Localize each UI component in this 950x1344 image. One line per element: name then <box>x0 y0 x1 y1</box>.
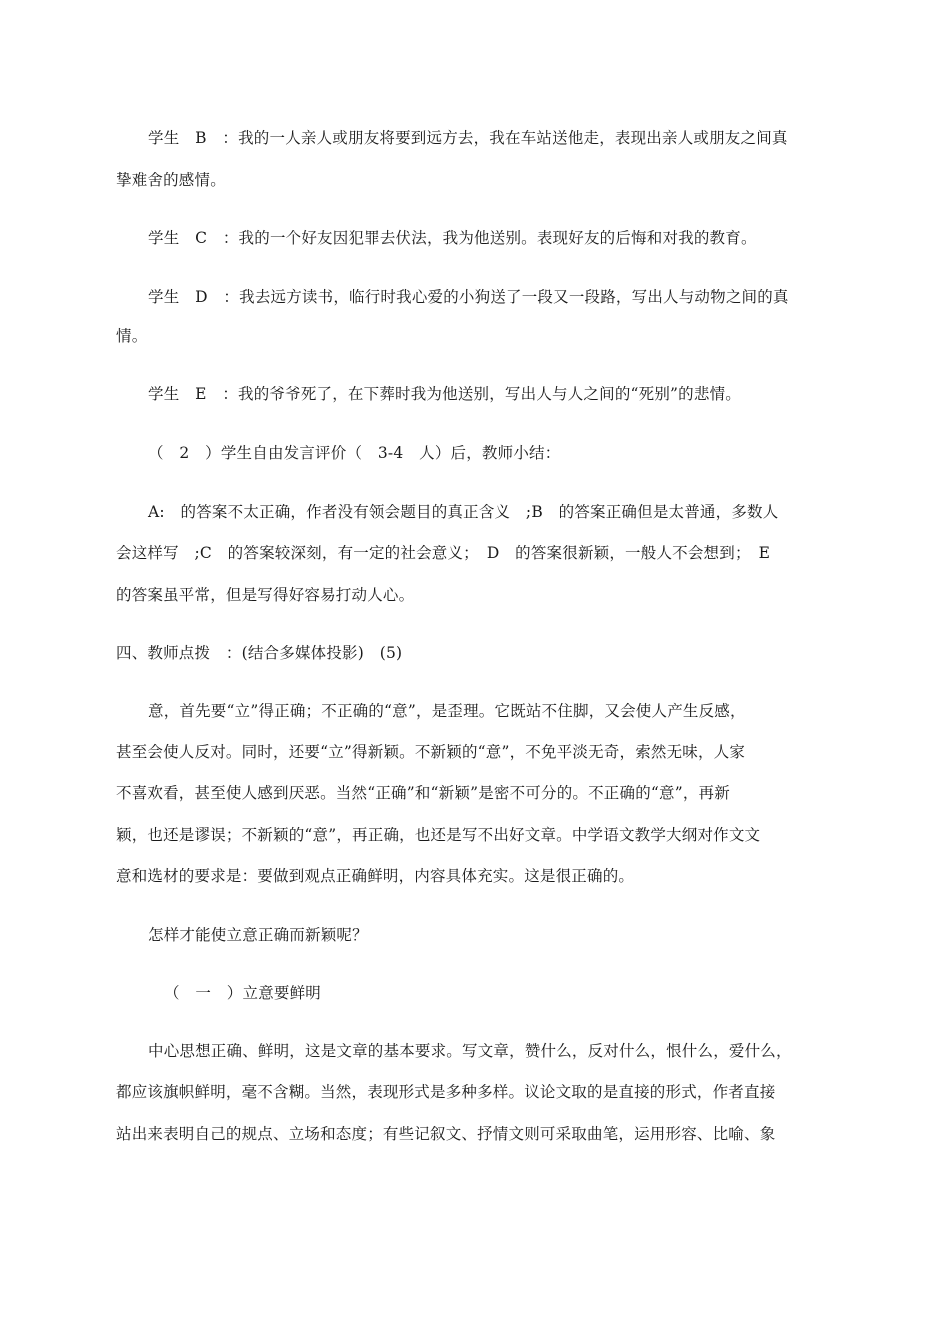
idea-explanation-line-1: 意，首先要“立”得正确；不正确的“意”，是歪理。它既站不住脚，又会使人产生反感， <box>148 702 746 720</box>
clarity-explanation-line-1: 中心思想正确、鲜明，这是文章的基本要求。写文章，赞什么，反对什么，恨什么，爱什么， <box>148 1042 792 1060</box>
question-line: 怎样才能使立意正确而新颖呢？ <box>148 926 368 944</box>
student-b-line-1: 学生 B ：我的一人亲人或朋友将要到远方去，我在车站送他走，表现出亲人或朋友之间真 <box>148 129 788 147</box>
idea-explanation-line-3: 不喜欢看，甚至使人感到厌恶。当然“正确”和“新颖”是密不可分的。不正确的“意”，再新 <box>116 784 730 802</box>
student-b-line-2: 挚难舍的感情。 <box>116 171 226 189</box>
teacher-summary-line-1: A: 的答案不太正确，作者没有领会题目的真正含义 ;B 的答案正确但是太普通，多数人 <box>148 503 779 521</box>
clarity-explanation-line-2: 都应该旗帜鲜明，毫不含糊。当然，表现形式是多种多样。议论文取的是直接的形式，作者直接 <box>116 1083 776 1101</box>
section-4-heading: 四、教师点拨 ：(结合多媒体投影) (5) <box>116 644 403 662</box>
subheading-1: （ 一 ）立意要鲜明 <box>164 984 322 1002</box>
student-e-line-1: 学生 E ：我的爷爷死了，在下葬时我为他送别，写出人与人之间的“死别”的悲情。 <box>148 385 741 403</box>
student-c-line-1: 学生 C ：我的一个好友因犯罪去伏法，我为他送别。表现好友的后悔和对我的教育。 <box>148 229 757 247</box>
step-2-line: （ 2 ）学生自由发言评价（ 3-4 人）后，教师小结： <box>148 444 561 462</box>
idea-explanation-line-4: 颖，也还是谬误；不新颖的“意”，再正确，也还是写不出好文章。中学语文教学大纲对作文文 <box>116 826 761 844</box>
teacher-summary-line-2: 会这样写 ;C 的答案较深刻，有一定的社会意义； D 的答案很新颖，一般人不会想到； E <box>116 544 771 562</box>
clarity-explanation-line-3: 站出来表明自己的规点、立场和态度；有些记叙文、抒情文则可采取曲笔，运用形容、比喻、象 <box>116 1125 776 1143</box>
student-d-line-2: 情。 <box>116 327 148 345</box>
idea-explanation-line-5: 意和选材的要求是：要做到观点正确鲜明，内容具体充实。这是很正确的。 <box>116 867 635 885</box>
idea-explanation-line-2: 甚至会使人反对。同时，还要“立”得新颖。不新颖的“意”，不免平淡无奇，索然无味，人家 <box>116 743 746 761</box>
teacher-summary-line-3: 的答案虽平常，但是写得好容易打动人心。 <box>116 586 415 604</box>
student-d-line-1: 学生 D ：我去远方读书，临行时我心爱的小狗送了一段又一段路，写出人与动物之间的真 <box>148 288 789 306</box>
